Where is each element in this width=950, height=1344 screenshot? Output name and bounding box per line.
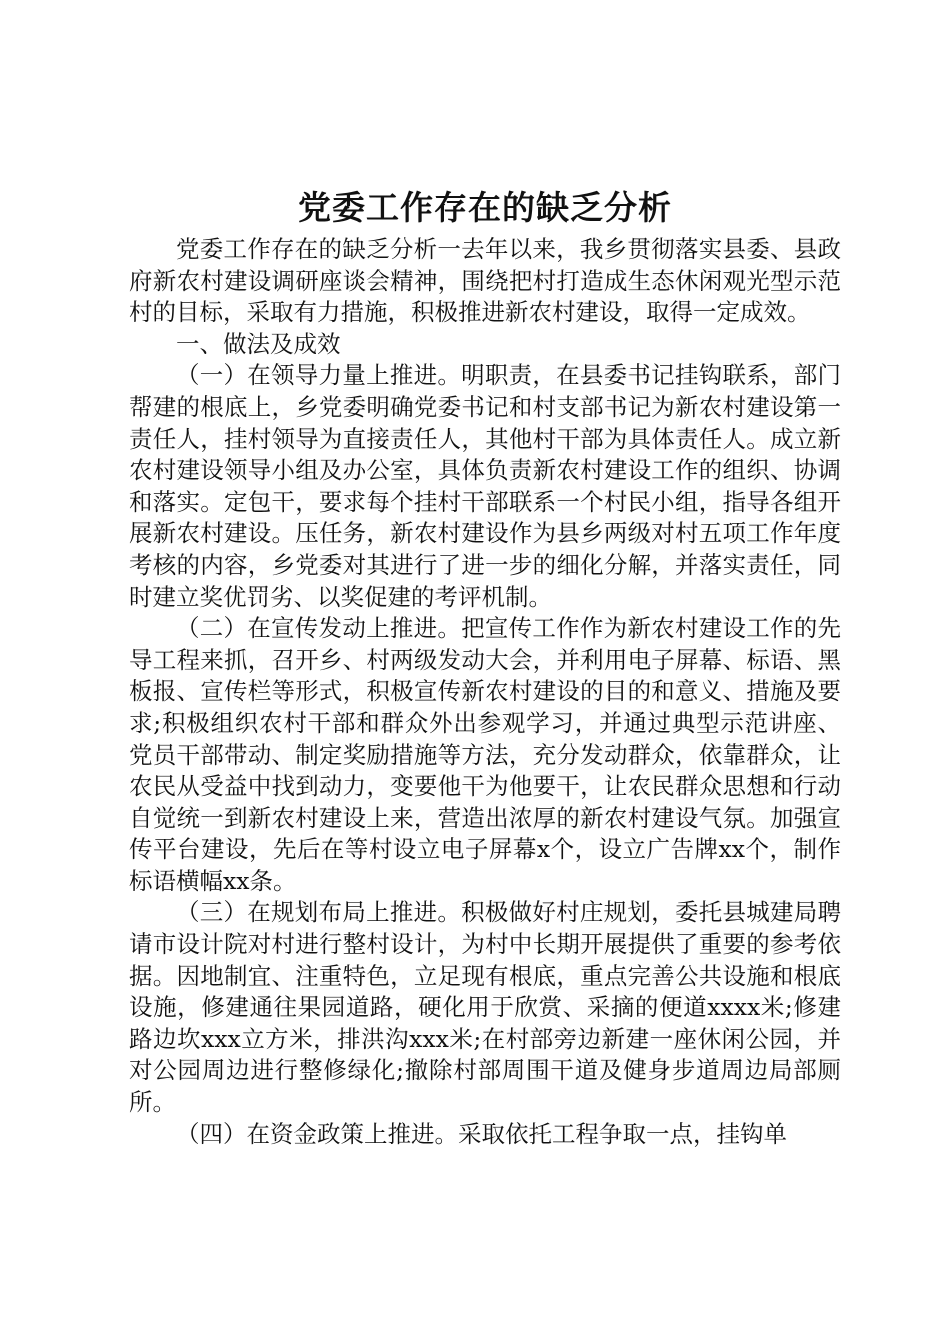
paragraph-funding: （四）在资金政策上推进。采取依托工程争取一点，挂钩单	[176, 1119, 787, 1148]
paragraph-leadership: （一）在领导力量上推进。明职责，在县委书记挂钩联系，部门帮建的根底上，乡党委明确党委书记和村支部书记为新农村建设第一责任人，挂村领导为直接责任人，其他村干部为具体责任人。成立新农村建设领导小组及办公室，具体负责新农村建设工作的组织、协调和落实。定包干，要求每个挂村干部联系一个村民小组，指导各组开展新农村建设。压任务，新农村建设作为县乡两级对村五项工作年度考核的内容，乡党委对其进行了进一步的细化分解，并落实责任，同时建立奖优罚劣、以奖促建的考评机制。	[129, 361, 841, 611]
paragraph-publicity: （二）在宣传发动上推进。把宣传工作作为新农村建设工作的先导工程来抓，召开乡、村两级发动大会，并利用电子屏幕、标语、黑板报、宣传栏等形式，积极宣传新农村建设的目的和意义、措施及要求;积极组织农村干部和群众外出参观学习，并通过典型示范讲座、党员干部带动、制定奖励措施等方法，充分发动群众，依靠群众，让农民从受益中找到动力，变要他干为他要干，让农民群众思想和行动自觉统一到新农村建设上来，营造出浓厚的新农村建设气氛。加强宣传平台建设，先后在等村设立电子屏幕x个，设立广告牌xx个，制作标语横幅xx条。	[129, 614, 841, 895]
paragraph-intro: 党委工作存在的缺乏分析一去年以来，我乡贯彻落实县委、县政府新农村建设调研座谈会精神，围绕把村打造成生态休闲观光型示范村的目标，采取有力措施，积极推进新农村建设，取得一定成效。	[129, 235, 841, 327]
document-page	[129, 186, 841, 1150]
document-title: 党委工作存在的缺乏分析	[298, 188, 672, 227]
section-heading-methods-results: 一、做法及成效	[176, 329, 341, 358]
paragraph-planning: （三）在规划布局上推进。积极做好村庄规划，委托县城建局聘请市设计院对村进行整村设计，为村中长期开展提供了重要的参考依据。因地制宜、注重特色，立足现有根底，重点完善公共设施和根底设施，修建通往果园道路，硬化用于欣赏、采摘的便道xxxx米;修建路边坎xxx立方米，排洪沟xxx米;在村部旁边新建一座休闲公园，并对公园周边进行整修绿化;撤除村部周围干道及健身步道周边局部厕所。	[129, 898, 841, 1117]
